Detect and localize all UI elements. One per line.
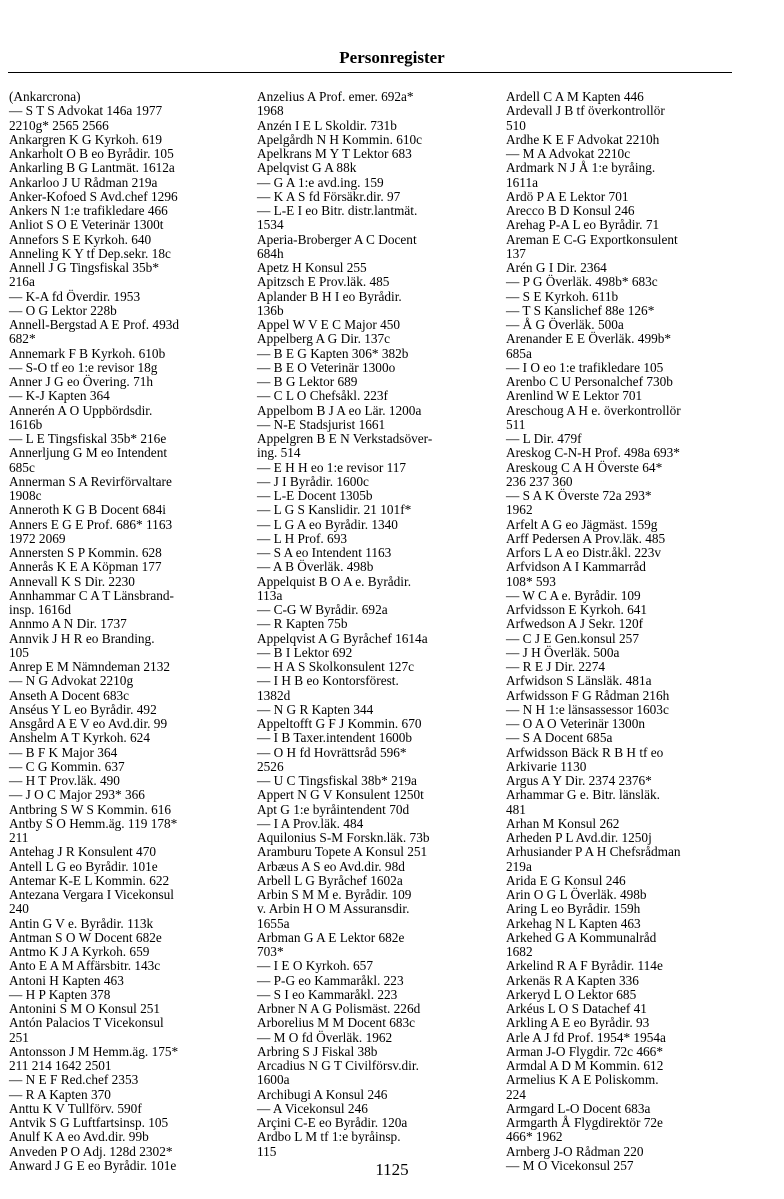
register-entry: — S E Kyrkoh. 611b (506, 288, 619, 304)
register-entry: Anttu K V Tullförv. 590f (9, 1100, 142, 1116)
register-entry: — O A O Veterinär 1300n (506, 716, 645, 731)
register-entry: 1908c (9, 488, 42, 503)
register-entry: Antezana Vergara I Vicekonsul (9, 887, 174, 902)
register-entry: Areskoug C A H Överste 64* (506, 459, 663, 475)
register-entry: Arehag P-A L eo Byrådir. 71 (506, 217, 660, 233)
register-entry: Areschoug A H e. överkontrollör (506, 402, 681, 418)
register-entry: 236 237 360 (506, 473, 573, 489)
register-entry: insp. 1616d (9, 602, 72, 617)
column-right (506, 90, 742, 1173)
register-entry: Arbin S M M e. Byrådir. 109 (257, 887, 412, 902)
register-entry: 113a (257, 587, 283, 603)
register-entry: — K-A fd Överdir. 1953 (9, 288, 141, 304)
register-entry: Ardbo L M tf 1:e byråinsp. (257, 1129, 401, 1145)
register-entry: ing. 514 (257, 445, 301, 461)
register-entry: — B I Lektor 692 (257, 644, 353, 660)
register-entry: Arfwedson A J Sekr. 120f (506, 616, 644, 632)
header-rule (8, 72, 732, 73)
register-entry: Arborelius M M Docent 683c (257, 1015, 416, 1031)
register-entry: — N-E Stadsjurist 1661 (257, 416, 386, 432)
register-entry: — A Vicekonsul 246 (257, 1100, 368, 1116)
register-entry: Arcadius N G T Civilförsv.dir. (257, 1058, 419, 1073)
register-entry: 136b (257, 302, 284, 318)
register-entry: Apetz H Konsul 255 (257, 260, 367, 275)
register-entry: Antby S O Hemm.äg. 119 178* (9, 815, 178, 831)
register-entry: 2210g* 2565 2566 (9, 117, 109, 133)
register-entry: Annerås K E A Köpman 177 (9, 559, 162, 575)
register-entry: Ardevall J B tf överkontrollör (506, 103, 665, 119)
register-entry: Appelgren B E N Verkstadsöver- (257, 431, 433, 446)
register-entry: 240 (9, 901, 29, 917)
register-entry: 1972 2069 (9, 530, 66, 546)
register-entry: Arbring S J Fiskal 38b (257, 1043, 378, 1059)
register-entry: 1534 (257, 217, 284, 233)
register-entry: Antbring S W S Kommin. 616 (9, 801, 172, 817)
register-entry: Armgard L-O Docent 683a (506, 1100, 651, 1116)
register-entry: Armgarth Å Flygdirektör 72e (506, 1115, 663, 1130)
register-entry: 1600a (257, 1072, 290, 1088)
register-entry: — R Kapten 75b (257, 616, 348, 632)
register-entry: — B E G Kapten 306* 382b (257, 345, 409, 361)
register-entry: — B E O Veterinär 1300o (257, 359, 396, 375)
register-entry: Arhusiander P A H Chefsrådman (506, 844, 681, 860)
register-entry: 1962 (506, 502, 533, 518)
register-entry: 211 214 1642 2501 (9, 1058, 112, 1073)
register-entry: — I A Prov.läk. 484 (257, 815, 364, 831)
register-entry: — Å G Överläk. 500a (506, 317, 624, 332)
register-entry: — L G S Kanslidir. 21 101f* (257, 502, 412, 518)
register-entry: Arecco B D Konsul 246 (506, 203, 635, 218)
register-entry: 251 (9, 1029, 29, 1045)
register-entry: — I B Taxer.intendent 1600b (257, 730, 413, 746)
register-entry: 703* (257, 944, 284, 959)
register-entry: Annmo A N Dir. 1737 (9, 616, 127, 632)
register-entry: 105 (9, 644, 29, 660)
register-entry: Arkeryd L O Lektor 685 (506, 986, 637, 1002)
register-entry: Armdal A D M Kommin. 612 (506, 1058, 664, 1073)
register-entry: — C L O Chefsåkl. 223f (257, 388, 388, 404)
register-entry: Annemark F B Kyrkoh. 610b (9, 345, 166, 361)
register-entry: — K A S fd Försäkr.dir. 97 (257, 188, 401, 204)
register-entry: Anneling K Y tf Dep.sekr. 18c (9, 245, 171, 261)
register-entry: Arfelt A G eo Jägmäst. 159g (506, 516, 658, 532)
register-entry: Anzelius A Prof. emer. 692a* (257, 89, 414, 104)
register-entry: Appert N G V Konsulent 1250t (257, 787, 424, 803)
register-entry: Arin O G L Överläk. 498b (506, 887, 647, 902)
register-entry: Annerman S A Revirförvaltare (9, 473, 172, 489)
register-entry: Anseth A Docent 683c (9, 687, 130, 703)
register-entry: Anliot S O E Veterinär 1300t (9, 217, 164, 233)
register-entry: 108* 593 (506, 573, 556, 589)
register-entry: Arfors L A eo Distr.åkl. 223v (506, 545, 661, 560)
register-entry: Annersten S P Kommin. 628 (9, 545, 162, 560)
register-entry: Annerén A O Uppbördsdir. (9, 402, 153, 418)
register-entry: — L-E Docent 1305b (257, 488, 373, 503)
register-entry: — S A eo Intendent 1163 (257, 545, 392, 560)
register-entry: — K-J Kapten 364 (9, 388, 110, 404)
register-entry: 1968 (257, 103, 284, 119)
register-entry: — I E O Kyrkoh. 657 (257, 958, 373, 974)
register-entry: Aperia-Broberger A C Docent (257, 231, 417, 247)
register-entry: — I H B eo Kontorsförest. (257, 673, 399, 689)
register-entry: Arbner N A G Polismäst. 226d (257, 1001, 421, 1016)
register-entry: 224 (506, 1086, 526, 1102)
register-entry: — T S Kanslichef 88e 126* (506, 302, 655, 318)
register-entry: — A B Överläk. 498b (257, 559, 374, 575)
register-entry: Argus A Y Dir. 2374 2376* (506, 773, 652, 788)
register-entry: 466* 1962 (506, 1129, 563, 1145)
register-entry: Antoni H Kapten 463 (9, 972, 124, 988)
register-entry: Arfwidsson Bäck R B H tf eo (506, 744, 664, 760)
register-entry: Ankarling B G Lantmät. 1612a (9, 160, 175, 176)
register-entry: — B G Lektor 689 (257, 374, 358, 389)
register-entry: Arkehag N L Kapten 463 (506, 915, 641, 931)
register-entry: Arheden P L Avd.dir. 1250j (506, 830, 652, 845)
register-entry: Annell-Bergstad A E Prof. 493d (9, 317, 180, 332)
register-entry: Arçini C-E eo Byrådir. 120a (257, 1115, 408, 1130)
register-entry: Aramburu Topete A Konsul 251 (257, 844, 428, 860)
register-entry: 2526 (257, 758, 284, 774)
register-entry: Areskog C-N-H Prof. 498a 693* (506, 445, 680, 461)
register-entry: Arfvidsson E Kyrkoh. 641 (506, 602, 648, 617)
register-entry: — M O fd Överläk. 1962 (257, 1029, 393, 1045)
register-entry: Anto E A M Affärsbitr. 143c (9, 958, 161, 974)
register-entry: — N G R Kapten 344 (257, 701, 374, 717)
register-entry: — N E F Red.chef 2353 (9, 1072, 139, 1088)
register-entry: — O H fd Hovrättsråd 596* (257, 744, 407, 760)
register-entry: Ankargren K G Kyrkoh. 619 (9, 131, 163, 147)
register-entry: Arkelind R A F Byrådir. 114e (506, 958, 663, 974)
register-entry: — L Dir. 479f (506, 431, 582, 446)
register-entry: — H P Kapten 378 (9, 986, 111, 1002)
register-entry: Arfwidsson F G Rådman 216h (506, 687, 670, 703)
register-entry: 481 (506, 801, 526, 817)
register-entry: — R A Kapten 370 (9, 1086, 111, 1102)
register-entry: — C G Kommin. 637 (9, 758, 125, 774)
register-entry: Aring L eo Byrådir. 159h (506, 901, 641, 917)
register-entry: Arfvidson A I Kammarråd (506, 559, 646, 575)
register-entry: Ardmark N J Å 1:e byråing. (506, 160, 656, 176)
register-entry: Ardhe K E F Advokat 2210h (506, 131, 660, 147)
register-entry: Apelkrans M Y T Lektor 683 (257, 146, 412, 161)
register-entry: Arida E G Konsul 246 (506, 872, 626, 888)
register-entry: Arkéus L O S Datachef 41 (506, 1001, 647, 1016)
register-entry: — G A 1:e avd.ing. 159 (257, 174, 384, 190)
register-entry: — P-G eo Kammaråkl. 223 (257, 972, 404, 988)
register-entry: Aquilonius S-M Forskn.läk. 73b (257, 830, 430, 845)
register-entry: Antonini S M O Konsul 251 (9, 1001, 161, 1016)
register-entry: Ardell C A M Kapten 446 (506, 89, 644, 104)
register-entry: Arbæus A S eo Avd.dir. 98d (257, 858, 405, 874)
register-entry: Areman E C-G Exportkonsulent (506, 231, 678, 247)
register-entry: Annerljung G M eo Intendent (9, 445, 168, 461)
register-entry: 1655a (257, 915, 290, 931)
register-entry: — N G Advokat 2210g (9, 673, 134, 689)
register-entry: Arkivarie 1130 (506, 758, 587, 774)
register-entry: — M A Advokat 2210c (506, 146, 631, 161)
register-entry: Arenbo C U Personalchef 730b (506, 374, 673, 389)
register-entry: — J I Byrådir. 1600c (257, 473, 369, 489)
register-entry: Annevall K S Dir. 2230 (9, 573, 135, 589)
register-entry: — H T Prov.läk. 490 (9, 773, 120, 788)
register-entry: — W C A e. Byrådir. 109 (506, 587, 641, 603)
register-entry: — C-G W Byrådir. 692a (257, 602, 388, 617)
register-entry: — S A K Överste 72a 293* (506, 488, 652, 503)
register-entry: — B F K Major 364 (9, 744, 118, 760)
register-entry: 137 (506, 245, 526, 261)
register-entry: Arff Pedersen A Prov.läk. 485 (506, 530, 666, 546)
register-entry: Ankarholt O B eo Byrådir. 105 (9, 146, 174, 161)
register-entry: Antonsson J M Hemm.äg. 175* (9, 1043, 179, 1059)
register-entry: Armelius K A E Poliskomm. (506, 1072, 659, 1088)
register-entry: Apelgårdh N H Kommin. 610c (257, 131, 423, 147)
register-entry: Appelberg A G Dir. 137c (257, 331, 391, 347)
register-entry: 1682 (506, 944, 533, 959)
register-entry: 682* (9, 331, 36, 347)
register-entry: — S T S Advokat 146a 1977 (9, 103, 163, 119)
register-entry: — L-E I eo Bitr. distr.lantmät. (257, 203, 418, 218)
register-entry: Anrep E M Nämndeman 2132 (9, 659, 171, 674)
register-entry: Annhammar C A T Länsbrand- (9, 587, 174, 603)
register-entry: Ardö P A E Lektor 701 (506, 188, 629, 204)
register-entry: Aplander B H I eo Byrådir. (257, 288, 402, 304)
register-entry: Anker-Kofoed S Avd.chef 1296 (9, 188, 178, 204)
register-entry: 685c (9, 459, 35, 475)
register-entry: (Ankarcrona) (9, 89, 81, 104)
register-entry: — J O C Major 293* 366 (9, 787, 145, 803)
register-entry: Arhammar G e. Bitr. länsläk. (506, 787, 660, 803)
register-entry: Appeltofft G F J Kommin. 670 (257, 716, 422, 731)
register-entry: Appelqvist A G Byråchef 1614a (257, 630, 428, 646)
register-entry: Arkenäs R A Kapten 336 (506, 972, 639, 988)
register-entry: 685a (506, 345, 532, 361)
register-entry: Arhan M Konsul 262 (506, 815, 620, 831)
register-entry: Arbman G A E Lektor 682e (257, 929, 405, 945)
register-entry: Arkling A E eo Byrådir. 93 (506, 1015, 650, 1031)
column-middle (257, 90, 497, 1159)
page-title: Personregister (339, 48, 445, 67)
register-entry: Appelbom B J A eo Lär. 1200a (257, 402, 422, 418)
register-entry: 216a (9, 274, 35, 290)
register-entry: Anulf K A eo Avd.dir. 99b (9, 1129, 149, 1145)
register-entry: 115 (257, 1143, 277, 1159)
register-entry: Arén G I Dir. 2364 (506, 260, 607, 275)
register-entry: Annefors S E Kyrkoh. 640 (9, 231, 152, 247)
register-entry: — U C Tingsfiskal 38b* 219a (257, 773, 417, 788)
register-entry: Arenlind W E Lektor 701 (506, 388, 643, 404)
register-entry: Arle A J fd Prof. 1954* 1954a (506, 1029, 666, 1045)
register-entry: — S A Docent 685a (506, 730, 613, 746)
register-entry: — I O eo 1:e trafikledare 105 (506, 359, 664, 375)
register-entry: v. Arbin H O M Assuransdir. (257, 901, 410, 917)
register-entry: — O G Lektor 228b (9, 302, 117, 318)
register-entry: Antemar K-E L Kommin. 622 (9, 872, 170, 888)
register-entry: — J H Överläk. 500a (506, 644, 620, 660)
register-entry: — S-O tf eo 1:e revisor 18g (9, 359, 158, 375)
register-entry: — S I eo Kammaråkl. 223 (257, 986, 398, 1002)
register-entry: Anzén I E L Skoldir. 731b (257, 117, 397, 133)
register-entry: 684h (257, 245, 284, 261)
register-entry: 1611a (506, 174, 539, 190)
register-entry: Anshelm A T Kyrkoh. 624 (9, 730, 150, 746)
register-entry: Anner J G eo Övering. 71h (9, 374, 154, 389)
register-entry: — P G Överläk. 498b* 683c (506, 274, 658, 290)
register-entry: Annell J G Tingsfiskal 35b* (9, 260, 159, 275)
register-entry: Ansgård A E V eo Avd.dir. 99 (9, 716, 168, 731)
register-entry: Anward J G E eo Byrådir. 101e (9, 1157, 177, 1173)
register-entry: 219a (506, 858, 532, 874)
register-entry: Anséus Y L eo Byrådir. 492 (9, 701, 157, 717)
register-entry: Archibugi A Konsul 246 (257, 1086, 388, 1102)
register-entry: Anners E G E Prof. 686* 1163 (9, 516, 173, 532)
register-entry: — H A S Skolkonsulent 127c (257, 659, 414, 674)
register-entry: Apt G 1:e byråintendent 70d (257, 801, 410, 817)
register-entry: Antmo K J A Kyrkoh. 659 (9, 944, 150, 959)
register-entry: Anneroth K G B Docent 684i (9, 502, 166, 518)
register-entry: — L G A eo Byrådir. 1340 (257, 516, 398, 532)
register-entry: 1382d (257, 687, 291, 703)
register-entry: — C J E Gen.konsul 257 (506, 630, 639, 646)
register-entry: 1616b (9, 416, 43, 432)
register-entry: Apitzsch E Prov.läk. 485 (257, 274, 390, 290)
register-entry: Arfwidson S Länsläk. 481a (506, 673, 652, 689)
register-entry: Arnberg J-O Rådman 220 (506, 1143, 644, 1159)
register-entry: — N H 1:e länsassessor 1603c (506, 701, 669, 717)
register-entry: — M O Vicekonsul 257 (506, 1157, 634, 1173)
register-entry: Annvik J H R eo Branding. (9, 630, 155, 646)
register-entry: — E H H eo 1:e revisor 117 (257, 459, 407, 475)
register-entry: Ankarloo J U Rådman 219a (9, 174, 158, 190)
register-entry: — L H Prof. 693 (257, 530, 347, 546)
page-number: 1125 (375, 1160, 409, 1179)
register-entry: 510 (506, 117, 526, 133)
register-entry: — L E Tingsfiskal 35b* 216e (9, 431, 167, 446)
register-entry: 211 (9, 830, 29, 845)
register-entry: — R E J Dir. 2274 (506, 659, 605, 674)
register-entry: Antón Palacios T Vicekonsul (9, 1015, 164, 1031)
register-entry: Appelquist B O A e. Byrådir. (257, 573, 412, 589)
register-entry: Arman J-O Flygdir. 72c 466* (506, 1043, 663, 1059)
column-left (9, 90, 247, 1173)
register-entry: Appel W V E C Major 450 (257, 317, 401, 332)
register-entry: Ankers N 1:e trafikledare 466 (9, 203, 168, 218)
register-entry: Antin G V e. Byrådir. 113k (9, 915, 154, 931)
register-entry: Apelqvist G A 88k (257, 160, 357, 176)
register-entry: Arenander E E Överläk. 499b* (506, 331, 672, 347)
register-entry: Arbell L G Byråchef 1602a (257, 872, 403, 888)
register-entry: Antman S O W Docent 682e (9, 929, 162, 945)
register-entry: 511 (506, 416, 526, 432)
register-entry: Anveden P O Adj. 128d 2302* (9, 1143, 173, 1159)
register-entry: Antvik S G Luftfartsinsp. 105 (9, 1115, 169, 1130)
register-entry: Antell L G eo Byrådir. 101e (9, 858, 158, 874)
register-entry: Antehag J R Konsulent 470 (9, 844, 156, 860)
register-entry: Arkehed G A Kommunalråd (506, 929, 657, 945)
